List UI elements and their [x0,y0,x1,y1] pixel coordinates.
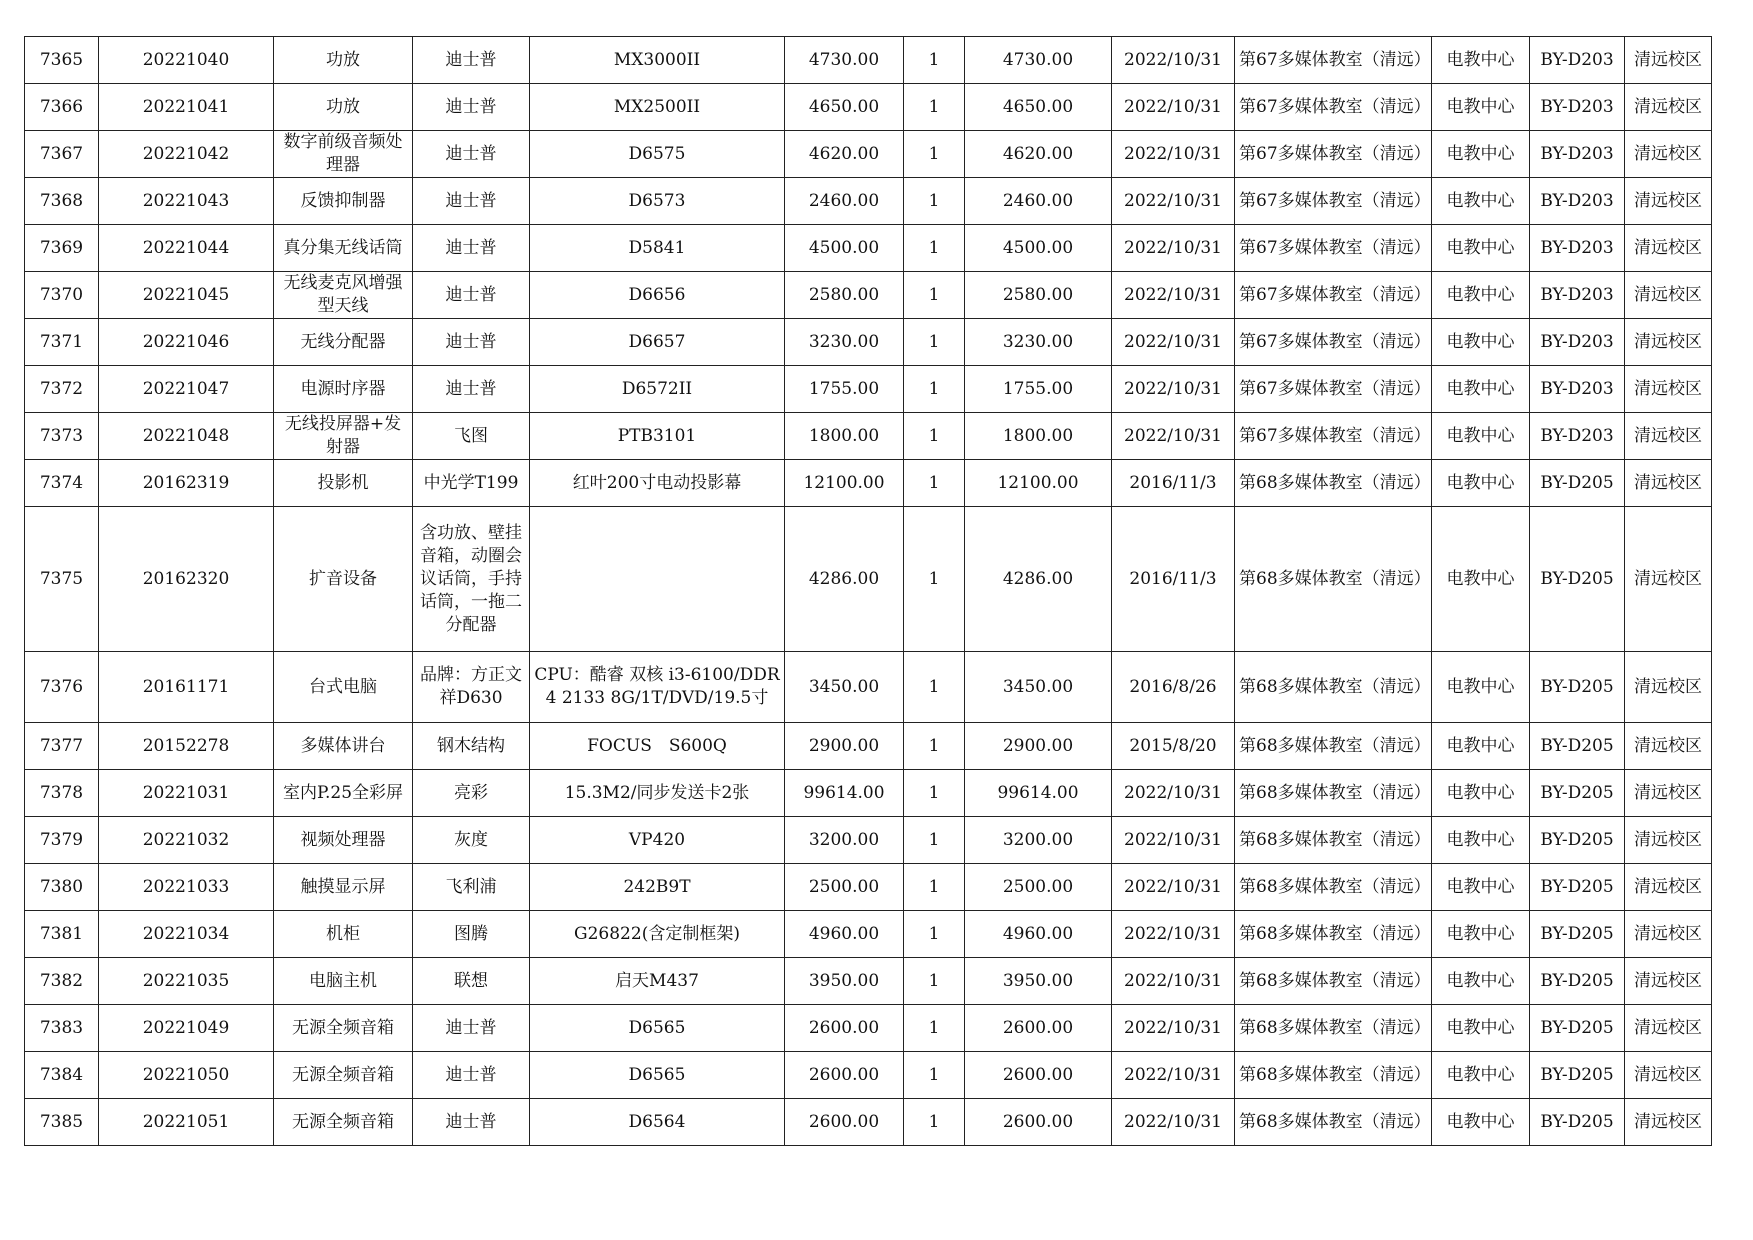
brand-cell: 灰度 [413,817,530,864]
campus-cell: 清远校区 [1625,864,1712,911]
purchase-date-cell: 2016/11/3 [1112,507,1235,652]
purchase-date-cell: 2022/10/31 [1112,817,1235,864]
item-number-cell: 7366 [25,84,99,131]
table-row [25,817,1712,864]
campus-cell: 清远校区 [1625,817,1712,864]
item-number-cell: 7368 [25,178,99,225]
room-code-cell: BY-D203 [1530,413,1625,460]
model-spec-cell: D6572II [530,366,785,413]
model-spec-cell: CPU：酷睿 双核 i3-6100/DDR4 2133 8G/1T/DVD/19.5寸 [530,652,785,723]
total-amount-cell: 2900.00 [965,723,1112,770]
asset-code-cell: 20221040 [99,37,274,84]
asset-code-cell: 20221047 [99,366,274,413]
item-name-cell: 无源全频音箱 [274,1052,413,1099]
asset-code-cell: 20221033 [99,864,274,911]
unit-price-cell: 3450.00 [785,652,904,723]
room-code-cell: BY-D205 [1530,507,1625,652]
total-amount-cell: 2460.00 [965,178,1112,225]
department-cell: 电教中心 [1432,37,1530,84]
table-row [25,1052,1712,1099]
table-row [25,1005,1712,1052]
brand-cell: 迪士普 [413,178,530,225]
room-code-cell: BY-D203 [1530,366,1625,413]
quantity-cell: 1 [904,1099,965,1146]
quantity-cell: 1 [904,225,965,272]
quantity-cell: 1 [904,178,965,225]
quantity-cell: 1 [904,770,965,817]
quantity-cell: 1 [904,84,965,131]
model-spec-cell [530,507,785,652]
brand-cell: 迪士普 [413,366,530,413]
item-name-cell: 真分集无线话筒 [274,225,413,272]
location-cell: 第67多媒体教室（清远） [1235,225,1432,272]
room-code-cell: BY-D205 [1530,652,1625,723]
asset-code-cell: 20221049 [99,1005,274,1052]
unit-price-cell: 4730.00 [785,37,904,84]
brand-cell: 迪士普 [413,1005,530,1052]
model-spec-cell: D6565 [530,1005,785,1052]
room-code-cell: BY-D205 [1530,911,1625,958]
model-spec-cell: FOCUS S600Q [530,723,785,770]
unit-price-cell: 12100.00 [785,460,904,507]
brand-cell: 图腾 [413,911,530,958]
quantity-cell: 1 [904,319,965,366]
room-code-cell: BY-D205 [1530,958,1625,1005]
model-spec-cell: D6575 [530,131,785,178]
table-row [25,225,1712,272]
item-name-cell: 台式电脑 [274,652,413,723]
item-name-cell: 电源时序器 [274,366,413,413]
quantity-cell: 1 [904,366,965,413]
campus-cell: 清远校区 [1625,507,1712,652]
room-code-cell: BY-D203 [1530,225,1625,272]
unit-price-cell: 2600.00 [785,1005,904,1052]
asset-code-cell: 20221050 [99,1052,274,1099]
unit-price-cell: 3950.00 [785,958,904,1005]
campus-cell: 清远校区 [1625,460,1712,507]
room-code-cell: BY-D205 [1530,1052,1625,1099]
model-spec-cell: 红叶200寸电动投影幕 [530,460,785,507]
room-code-cell: BY-D205 [1530,864,1625,911]
location-cell: 第67多媒体教室（清远） [1235,131,1432,178]
model-spec-cell: D6565 [530,1052,785,1099]
asset-code-cell: 20221045 [99,272,274,319]
model-spec-cell: D5841 [530,225,785,272]
brand-cell: 迪士普 [413,84,530,131]
unit-price-cell: 2580.00 [785,272,904,319]
location-cell: 第68多媒体教室（清远） [1235,507,1432,652]
department-cell: 电教中心 [1432,958,1530,1005]
item-name-cell: 电脑主机 [274,958,413,1005]
brand-cell: 联想 [413,958,530,1005]
model-spec-cell: VP420 [530,817,785,864]
location-cell: 第67多媒体教室（清远） [1235,319,1432,366]
total-amount-cell: 4286.00 [965,507,1112,652]
model-spec-cell: D6656 [530,272,785,319]
purchase-date-cell: 2022/10/31 [1112,1052,1235,1099]
brand-cell: 迪士普 [413,272,530,319]
campus-cell: 清远校区 [1625,770,1712,817]
unit-price-cell: 99614.00 [785,770,904,817]
item-name-cell: 无线麦克风增强型天线 [274,272,413,319]
item-name-cell: 无源全频音箱 [274,1005,413,1052]
purchase-date-cell: 2022/10/31 [1112,1005,1235,1052]
location-cell: 第68多媒体教室（清远） [1235,911,1432,958]
location-cell: 第67多媒体教室（清远） [1235,37,1432,84]
brand-cell: 中光学T199 [413,460,530,507]
item-number-cell: 7374 [25,460,99,507]
campus-cell: 清远校区 [1625,225,1712,272]
location-cell: 第68多媒体教室（清远） [1235,817,1432,864]
department-cell: 电教中心 [1432,723,1530,770]
asset-code-cell: 20221051 [99,1099,274,1146]
table-row [25,37,1712,84]
purchase-date-cell: 2022/10/31 [1112,864,1235,911]
campus-cell: 清远校区 [1625,178,1712,225]
purchase-date-cell: 2022/10/31 [1112,1099,1235,1146]
item-name-cell: 扩音设备 [274,507,413,652]
room-code-cell: BY-D205 [1530,817,1625,864]
table-row [25,131,1712,178]
item-name-cell: 无线分配器 [274,319,413,366]
location-cell: 第67多媒体教室（清远） [1235,84,1432,131]
location-cell: 第68多媒体教室（清远） [1235,770,1432,817]
item-number-cell: 7373 [25,413,99,460]
asset-code-cell: 20221041 [99,84,274,131]
purchase-date-cell: 2022/10/31 [1112,272,1235,319]
quantity-cell: 1 [904,1005,965,1052]
location-cell: 第68多媒体教室（清远） [1235,1005,1432,1052]
total-amount-cell: 2600.00 [965,1005,1112,1052]
item-name-cell: 无线投屏器+发射器 [274,413,413,460]
table-row [25,652,1712,723]
table-row [25,178,1712,225]
brand-cell: 含功放、壁挂音箱，动圈会议话筒，手持话筒，一拖二分配器 [413,507,530,652]
table-row [25,770,1712,817]
location-cell: 第67多媒体教室（清远） [1235,272,1432,319]
department-cell: 电教中心 [1432,1052,1530,1099]
item-name-cell: 无源全频音箱 [274,1099,413,1146]
item-name-cell: 功放 [274,37,413,84]
unit-price-cell: 1800.00 [785,413,904,460]
item-number-cell: 7383 [25,1005,99,1052]
item-number-cell: 7372 [25,366,99,413]
table-row [25,319,1712,366]
brand-cell: 亮彩 [413,770,530,817]
unit-price-cell: 4500.00 [785,225,904,272]
brand-cell: 迪士普 [413,1099,530,1146]
item-name-cell: 数字前级音频处理器 [274,131,413,178]
room-code-cell: BY-D205 [1530,1005,1625,1052]
purchase-date-cell: 2022/10/31 [1112,958,1235,1005]
department-cell: 电教中心 [1432,366,1530,413]
campus-cell: 清远校区 [1625,272,1712,319]
location-cell: 第67多媒体教室（清远） [1235,366,1432,413]
item-number-cell: 7384 [25,1052,99,1099]
item-number-cell: 7379 [25,817,99,864]
total-amount-cell: 4730.00 [965,37,1112,84]
department-cell: 电教中心 [1432,178,1530,225]
department-cell: 电教中心 [1432,770,1530,817]
model-spec-cell: D6657 [530,319,785,366]
room-code-cell: BY-D203 [1530,272,1625,319]
asset-code-cell: 20221046 [99,319,274,366]
department-cell: 电教中心 [1432,817,1530,864]
quantity-cell: 1 [904,864,965,911]
item-number-cell: 7370 [25,272,99,319]
table-row [25,507,1712,652]
item-number-cell: 7385 [25,1099,99,1146]
item-name-cell: 视频处理器 [274,817,413,864]
campus-cell: 清远校区 [1625,319,1712,366]
brand-cell: 飞图 [413,413,530,460]
item-name-cell: 投影机 [274,460,413,507]
item-number-cell: 7371 [25,319,99,366]
unit-price-cell: 2600.00 [785,1099,904,1146]
campus-cell: 清远校区 [1625,958,1712,1005]
model-spec-cell: D6573 [530,178,785,225]
table-row [25,911,1712,958]
department-cell: 电教中心 [1432,652,1530,723]
asset-code-cell: 20221034 [99,911,274,958]
department-cell: 电教中心 [1432,131,1530,178]
purchase-date-cell: 2016/11/3 [1112,460,1235,507]
department-cell: 电教中心 [1432,1099,1530,1146]
room-code-cell: BY-D205 [1530,770,1625,817]
quantity-cell: 1 [904,37,965,84]
item-number-cell: 7380 [25,864,99,911]
total-amount-cell: 3950.00 [965,958,1112,1005]
purchase-date-cell: 2022/10/31 [1112,413,1235,460]
unit-price-cell: 2460.00 [785,178,904,225]
table-row [25,366,1712,413]
unit-price-cell: 3230.00 [785,319,904,366]
brand-cell: 品牌：方正文祥D630 [413,652,530,723]
campus-cell: 清远校区 [1625,911,1712,958]
location-cell: 第68多媒体教室（清远） [1235,460,1432,507]
department-cell: 电教中心 [1432,1005,1530,1052]
asset-code-cell: 20221044 [99,225,274,272]
department-cell: 电教中心 [1432,84,1530,131]
asset-code-cell: 20162319 [99,460,274,507]
total-amount-cell: 3450.00 [965,652,1112,723]
purchase-date-cell: 2022/10/31 [1112,84,1235,131]
location-cell: 第67多媒体教室（清远） [1235,178,1432,225]
purchase-date-cell: 2022/10/31 [1112,366,1235,413]
department-cell: 电教中心 [1432,911,1530,958]
department-cell: 电教中心 [1432,272,1530,319]
item-number-cell: 7375 [25,507,99,652]
unit-price-cell: 4286.00 [785,507,904,652]
campus-cell: 清远校区 [1625,84,1712,131]
model-spec-cell: 242B9T [530,864,785,911]
model-spec-cell: MX3000II [530,37,785,84]
inventory-table [24,36,1712,1146]
unit-price-cell: 2500.00 [785,864,904,911]
table-row [25,460,1712,507]
item-number-cell: 7369 [25,225,99,272]
location-cell: 第68多媒体教室（清远） [1235,652,1432,723]
inventory-table-body [25,37,1712,1146]
brand-cell: 迪士普 [413,37,530,84]
total-amount-cell: 12100.00 [965,460,1112,507]
table-row [25,84,1712,131]
total-amount-cell: 4620.00 [965,131,1112,178]
purchase-date-cell: 2022/10/31 [1112,319,1235,366]
total-amount-cell: 3230.00 [965,319,1112,366]
campus-cell: 清远校区 [1625,1099,1712,1146]
item-number-cell: 7377 [25,723,99,770]
quantity-cell: 1 [904,723,965,770]
asset-code-cell: 20221031 [99,770,274,817]
campus-cell: 清远校区 [1625,652,1712,723]
model-spec-cell: PTB3101 [530,413,785,460]
item-name-cell: 反馈抑制器 [274,178,413,225]
purchase-date-cell: 2022/10/31 [1112,770,1235,817]
total-amount-cell: 99614.00 [965,770,1112,817]
purchase-date-cell: 2022/10/31 [1112,37,1235,84]
room-code-cell: BY-D203 [1530,84,1625,131]
unit-price-cell: 4960.00 [785,911,904,958]
room-code-cell: BY-D205 [1530,460,1625,507]
room-code-cell: BY-D203 [1530,319,1625,366]
department-cell: 电教中心 [1432,507,1530,652]
room-code-cell: BY-D203 [1530,178,1625,225]
location-cell: 第68多媒体教室（清远） [1235,723,1432,770]
brand-cell: 迪士普 [413,131,530,178]
location-cell: 第68多媒体教室（清远） [1235,864,1432,911]
purchase-date-cell: 2016/8/26 [1112,652,1235,723]
brand-cell: 迪士普 [413,225,530,272]
campus-cell: 清远校区 [1625,37,1712,84]
table-row [25,413,1712,460]
quantity-cell: 1 [904,131,965,178]
table-row [25,958,1712,1005]
quantity-cell: 1 [904,817,965,864]
location-cell: 第67多媒体教室（清远） [1235,413,1432,460]
total-amount-cell: 4500.00 [965,225,1112,272]
purchase-date-cell: 2022/10/31 [1112,131,1235,178]
brand-cell: 迪士普 [413,1052,530,1099]
total-amount-cell: 2500.00 [965,864,1112,911]
item-number-cell: 7376 [25,652,99,723]
total-amount-cell: 1755.00 [965,366,1112,413]
model-spec-cell: 15.3M2/同步发送卡2张 [530,770,785,817]
quantity-cell: 1 [904,1052,965,1099]
item-name-cell: 功放 [274,84,413,131]
campus-cell: 清远校区 [1625,131,1712,178]
asset-code-cell: 20152278 [99,723,274,770]
model-spec-cell: G26822(含定制框架) [530,911,785,958]
item-name-cell: 触摸显示屏 [274,864,413,911]
table-row [25,723,1712,770]
department-cell: 电教中心 [1432,225,1530,272]
quantity-cell: 1 [904,652,965,723]
purchase-date-cell: 2022/10/31 [1112,178,1235,225]
model-spec-cell: 启天M437 [530,958,785,1005]
unit-price-cell: 3200.00 [785,817,904,864]
model-spec-cell: MX2500II [530,84,785,131]
location-cell: 第68多媒体教室（清远） [1235,1052,1432,1099]
asset-code-cell: 20161171 [99,652,274,723]
unit-price-cell: 4620.00 [785,131,904,178]
unit-price-cell: 4650.00 [785,84,904,131]
campus-cell: 清远校区 [1625,366,1712,413]
total-amount-cell: 4650.00 [965,84,1112,131]
unit-price-cell: 2900.00 [785,723,904,770]
department-cell: 电教中心 [1432,864,1530,911]
quantity-cell: 1 [904,507,965,652]
department-cell: 电教中心 [1432,460,1530,507]
quantity-cell: 1 [904,911,965,958]
campus-cell: 清远校区 [1625,1005,1712,1052]
quantity-cell: 1 [904,460,965,507]
total-amount-cell: 2580.00 [965,272,1112,319]
purchase-date-cell: 2022/10/31 [1112,225,1235,272]
model-spec-cell: D6564 [530,1099,785,1146]
department-cell: 电教中心 [1432,413,1530,460]
purchase-date-cell: 2022/10/31 [1112,911,1235,958]
item-number-cell: 7365 [25,37,99,84]
brand-cell: 飞利浦 [413,864,530,911]
location-cell: 第68多媒体教室（清远） [1235,958,1432,1005]
table-row [25,1099,1712,1146]
table-row [25,272,1712,319]
room-code-cell: BY-D203 [1530,37,1625,84]
asset-code-cell: 20162320 [99,507,274,652]
quantity-cell: 1 [904,413,965,460]
table-row [25,864,1712,911]
unit-price-cell: 2600.00 [785,1052,904,1099]
brand-cell: 迪士普 [413,319,530,366]
campus-cell: 清远校区 [1625,1052,1712,1099]
total-amount-cell: 2600.00 [965,1099,1112,1146]
room-code-cell: BY-D205 [1530,723,1625,770]
item-number-cell: 7382 [25,958,99,1005]
item-name-cell: 多媒体讲台 [274,723,413,770]
item-number-cell: 7378 [25,770,99,817]
quantity-cell: 1 [904,272,965,319]
total-amount-cell: 2600.00 [965,1052,1112,1099]
asset-code-cell: 20221048 [99,413,274,460]
total-amount-cell: 3200.00 [965,817,1112,864]
campus-cell: 清远校区 [1625,723,1712,770]
item-name-cell: 机柜 [274,911,413,958]
room-code-cell: BY-D203 [1530,131,1625,178]
location-cell: 第68多媒体教室（清远） [1235,1099,1432,1146]
campus-cell: 清远校区 [1625,413,1712,460]
brand-cell: 钢木结构 [413,723,530,770]
room-code-cell: BY-D205 [1530,1099,1625,1146]
item-name-cell: 室内P.25全彩屏 [274,770,413,817]
asset-code-cell: 20221032 [99,817,274,864]
asset-code-cell: 20221043 [99,178,274,225]
department-cell: 电教中心 [1432,319,1530,366]
item-number-cell: 7381 [25,911,99,958]
asset-code-cell: 20221042 [99,131,274,178]
total-amount-cell: 4960.00 [965,911,1112,958]
item-number-cell: 7367 [25,131,99,178]
purchase-date-cell: 2015/8/20 [1112,723,1235,770]
asset-code-cell: 20221035 [99,958,274,1005]
unit-price-cell: 1755.00 [785,366,904,413]
quantity-cell: 1 [904,958,965,1005]
total-amount-cell: 1800.00 [965,413,1112,460]
